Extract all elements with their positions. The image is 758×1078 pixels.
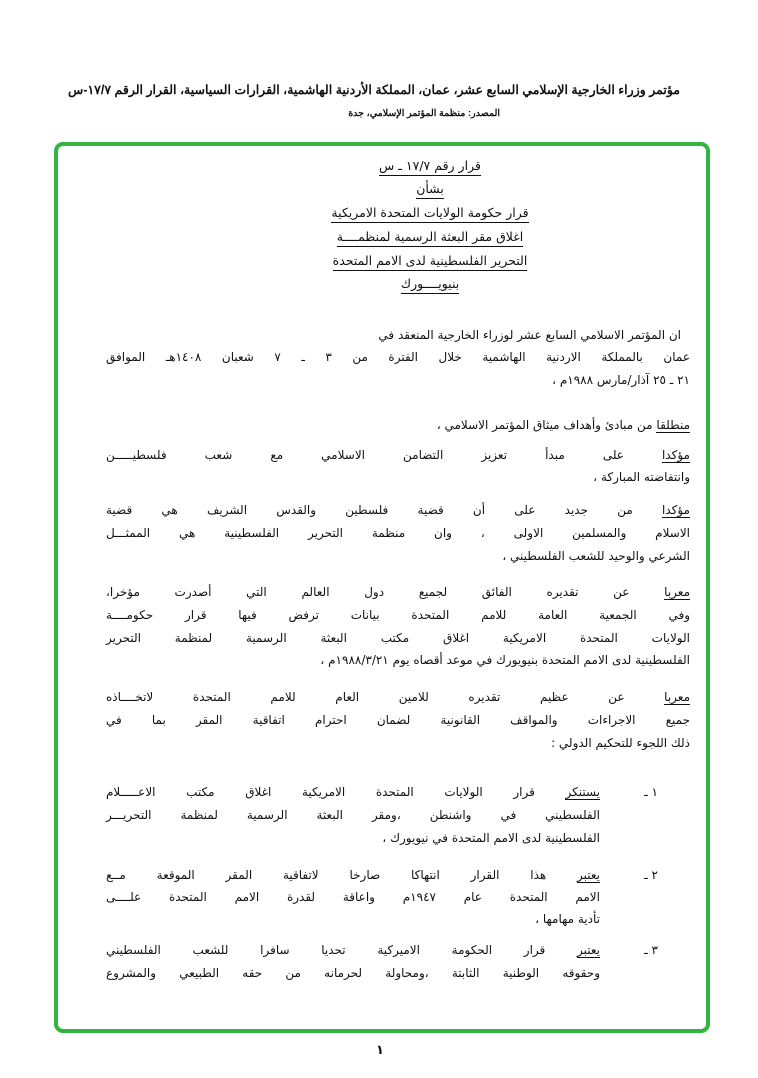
preamble-line (106, 736, 690, 750)
line-text: الفلسطيني في واشنطن ،ومقر البعثة الرسمية لمنظمة التحريـــر (106, 808, 600, 822)
preamble-line (106, 631, 690, 645)
title-text: بشأن (416, 181, 444, 199)
line-text: من مبادئ وأهداف ميثاق المؤتمر الاسلامي ، (436, 418, 657, 432)
preamble-line (106, 470, 690, 484)
lead-word: معربا (664, 690, 690, 704)
lead-word: معربا (664, 585, 690, 599)
title-text: اغلاق مقر البعثة الرسمية لمنظمــــة (337, 229, 524, 247)
line-text: وحقوقه الوطنية الثابتة ،ومحاولة لحرمانه من حقه الطبيعي والمشروع (106, 966, 600, 980)
preamble-line (106, 653, 690, 667)
line-text: ٢١ ـ ٢٥ آذار/مارس ١٩٨٨م ، (552, 373, 690, 387)
item-number: ٣ ـ (644, 943, 658, 957)
line-text: على مبدأ تعزيز التضامن الاسلامي مع شعب فلسطيـــــن (106, 448, 663, 462)
preamble-line (106, 608, 690, 622)
lead-word: مؤكدا (662, 448, 690, 462)
operative-item-line (106, 785, 600, 799)
line-text: وانتفاضته المباركة ، (593, 470, 690, 484)
preamble-line (106, 713, 690, 727)
line-text: قرار الحكومة الاميركية تحديا سافرا للشعب الفلسطيني (106, 943, 577, 957)
line-text: الامم المتحدة عام ١٩٤٧م واعاقة لقدرة الامم المتحدة علــــى (106, 890, 600, 904)
page-number: ١ (376, 1043, 384, 1058)
lead-word: مؤكدا (662, 503, 690, 517)
operative-item-line (106, 831, 600, 845)
line-text: من جديد على أن قضية فلسطين والقدس الشريف هي قضية (106, 503, 663, 517)
line-text: تأدية مهامها ، (535, 912, 600, 926)
intro-line (106, 328, 681, 342)
line-text: ان المؤتمر الاسلامي السابع عشر لوزراء الخارجية المنعقد في (378, 328, 681, 342)
document-header-title: مؤتمر وزراء الخارجية الإسلامي السابع عشر، عمان، المملكة الأردنية الهاشمية، القرارات السياسية، القرار الرقم ١٧/٧-س (68, 83, 680, 97)
preamble-line (106, 448, 690, 462)
resolution-title-line (250, 181, 610, 196)
preamble-line (106, 418, 690, 432)
operative-item-line (106, 943, 600, 957)
preamble-line (106, 503, 690, 517)
resolution-title-line (250, 158, 610, 173)
lead-word: يعتبر (577, 943, 600, 957)
lead-word: منطلقا (656, 418, 690, 432)
line-text: عن عظيم تقديره للامين العام للامم المتحدة لاتخــــاذه (106, 690, 665, 704)
title-text: قرار رقم ١٧/٧ ـ س (379, 158, 481, 176)
line-text: الاسلام والمسلمين الاولى ، وان منظمة التحرير الفلسطينية هي الممثـــل (106, 526, 690, 540)
line-text: قرار الولايات المتحدة الامريكية اغلاق مكتب الاعـــــلام (106, 785, 566, 799)
item-number: ٢ ـ (644, 868, 658, 882)
preamble-line (106, 585, 690, 599)
line-text: الفلسطينية لدى الامم المتحدة في نيويورك ، (382, 831, 600, 845)
resolution-title-line (250, 253, 610, 268)
line-text: ذلك اللجوء للتحكيم الدولي : (551, 736, 690, 750)
line-text: الشرعي والوحيد للشعب الفلسطيني ، (502, 549, 690, 563)
line-text: الفلسطينية لدى الامم المتحدة بنيويورك في موعد أقصاه يوم ١٩٨٨/٣/٢١م ، (320, 653, 690, 667)
line-text: جميع الاجراءات والمواقف القانونية لضمان احترام اتفاقية المقر بما في (106, 713, 690, 727)
preamble-line (106, 526, 690, 540)
document-source: المصدر: منظمة المؤتمر الإسلامي، جدة (348, 108, 500, 119)
operative-item-line (106, 808, 600, 822)
line-text: عمان بالمملكة الاردنية الهاشمية خلال الفترة من ٣ ـ ٧ شعبان ١٤٠٨هـ الموافق (106, 350, 690, 364)
resolution-title-line (250, 276, 610, 291)
preamble-line (106, 690, 690, 704)
item-number: ١ ـ (644, 785, 658, 799)
line-text: عن تقديره الفائق لجميع دول العالم التي أصدرت مؤخرا، (106, 585, 665, 599)
title-text: بنيويــــورك (401, 276, 459, 294)
title-text: قرار حكومة الولايات المتحدة الامريكية (331, 205, 528, 223)
operative-item-line (106, 890, 600, 904)
lead-word: يستنكر (565, 785, 600, 799)
intro-line (106, 373, 690, 387)
resolution-title-line (250, 205, 610, 220)
line-text: هذا القرار انتهاكا صارخا لاتفاقية المقر الموقعة مــع (106, 868, 577, 882)
resolution-title-line (250, 229, 610, 244)
intro-line (106, 350, 690, 364)
line-text: وفي الجمعية العامة للامم المتحدة بيانات ترفض فيها قرار حكومــــة (106, 608, 690, 622)
title-text: التحرير الفلسطينية لدى الامم المتحدة (333, 253, 528, 271)
operative-item-line (106, 912, 600, 926)
line-text: الولايات المتحدة الامريكية اغلاق مكتب البعثة الرسمية لمنظمة التحرير (106, 631, 690, 645)
lead-word: يعتبر (577, 868, 600, 882)
operative-item-line (106, 966, 600, 980)
preamble-line (106, 549, 690, 563)
operative-item-line (106, 868, 600, 882)
